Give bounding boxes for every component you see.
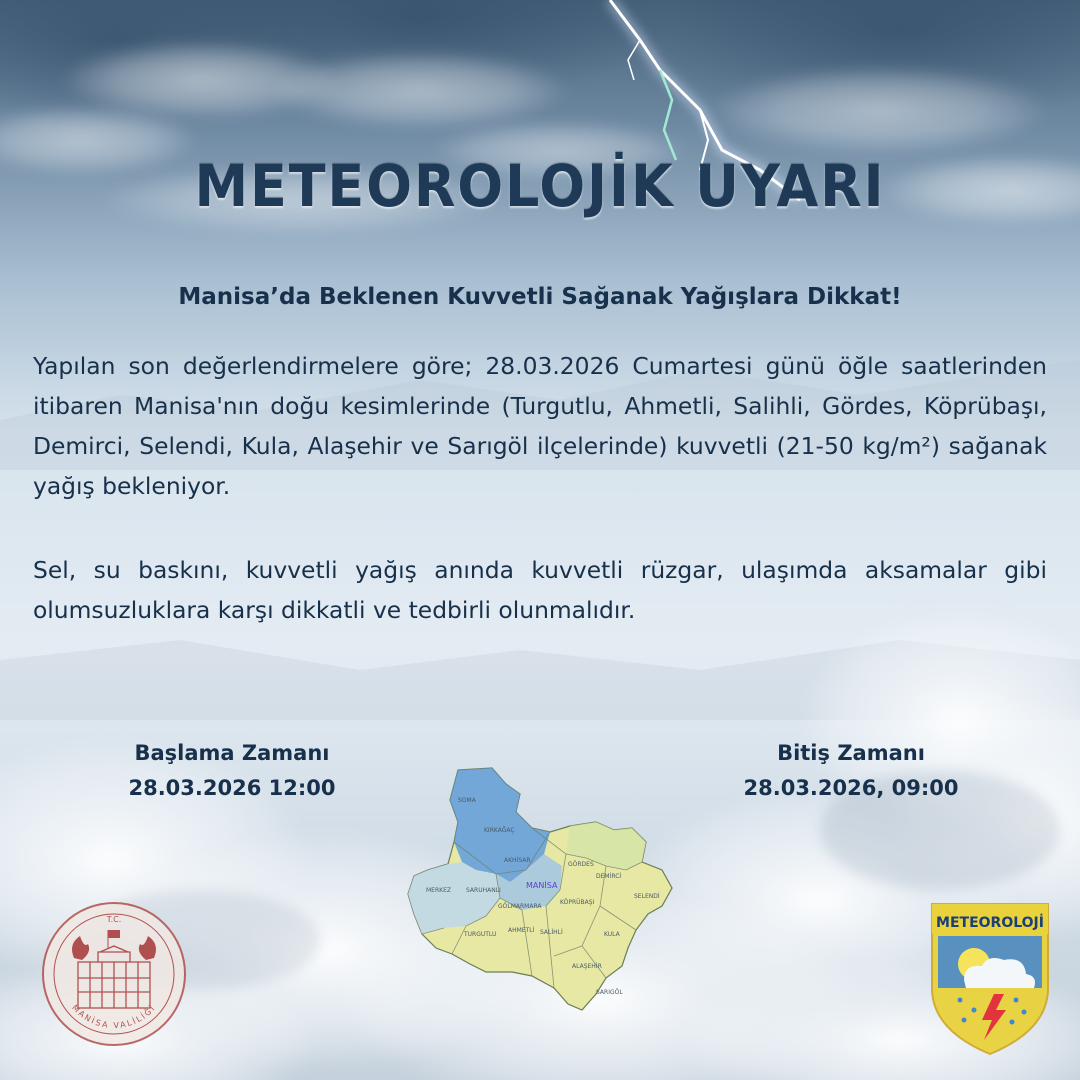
map-label: MERKEZ [426,887,451,894]
map-label: AHMETLİ [508,927,535,934]
page-title: METEOROLOJİK UYARI [194,152,886,220]
map-label: KÖPRÜBAŞI [560,899,595,906]
logo-text: METEOROLOJİ [936,915,1044,931]
start-time-label: Başlama Zamanı [134,741,330,765]
end-time-block [706,736,996,806]
warning-paragraph-precautions: Sel, su baskını, kuvvetli yağış anında kuvvetli rüzgar, ulaşımda aksamalar gibi olumsuzluklara karşı dikkatli ve tedbirli olunmalıdır. [33,556,1047,624]
map-label: KULA [604,931,620,938]
end-time-value: 28.03.2026, 09:00 [743,776,959,800]
emblem-top-text: T.C. [106,915,122,924]
emblem-ring-text: MANİSA VALİLİĞİ [70,1003,158,1031]
manisa-valiligi-emblem [40,900,188,1048]
map-label: AKHİSAR [504,857,531,864]
manisa-map-svg [400,766,682,1018]
map-label: TURGUTLU [464,931,497,938]
map-label: DEMİRCİ [596,873,622,880]
map-label: ALAŞEHİR [572,963,602,970]
warning-subtitle: Manisa’da Beklenen Kuvvetli Sağanak Yağışlara Dikkat! [178,284,902,310]
map-label: SELENDİ [634,893,660,900]
map-label: SARIGÖL [596,989,623,996]
meteoroloji-shield-svg [924,900,1056,1058]
meteoroloji-logo [924,900,1056,1058]
end-time-label: Bitiş Zamanı [777,741,925,765]
map-label: GÖLMARMARA [498,903,542,910]
map-label: KIRKAĞAÇ [484,827,515,834]
warning-paragraph-forecast: Yapılan son değerlendirmelere göre; 28.03.2026 Cumartesi günü öğle saatlerinden itibaren Manisa'nın doğu kesimlerinde (Turgutlu, Ahmetli, Salihli, Gördes, Köprübaşı, Demirci, Selendi, Kula, Alaşehir ve Sarıgöl ilçelerinde) kuvvetli (21-50 kg/m²) sağanak yağış bekleniyor. [33,352,1047,500]
start-time-value: 28.03.2026 12:00 [128,776,336,800]
manisa-rain-map [400,766,682,1018]
map-label: SOMA [458,797,476,804]
emblem-svg [40,900,188,1048]
map-label-center: MANİSA [526,881,558,890]
flag-icon [108,930,120,938]
start-time-block [92,736,372,806]
map-label: GÖRDES [568,861,594,868]
map-label: SARUHANLI [466,887,501,894]
map-label: SALİHLİ [540,929,563,936]
